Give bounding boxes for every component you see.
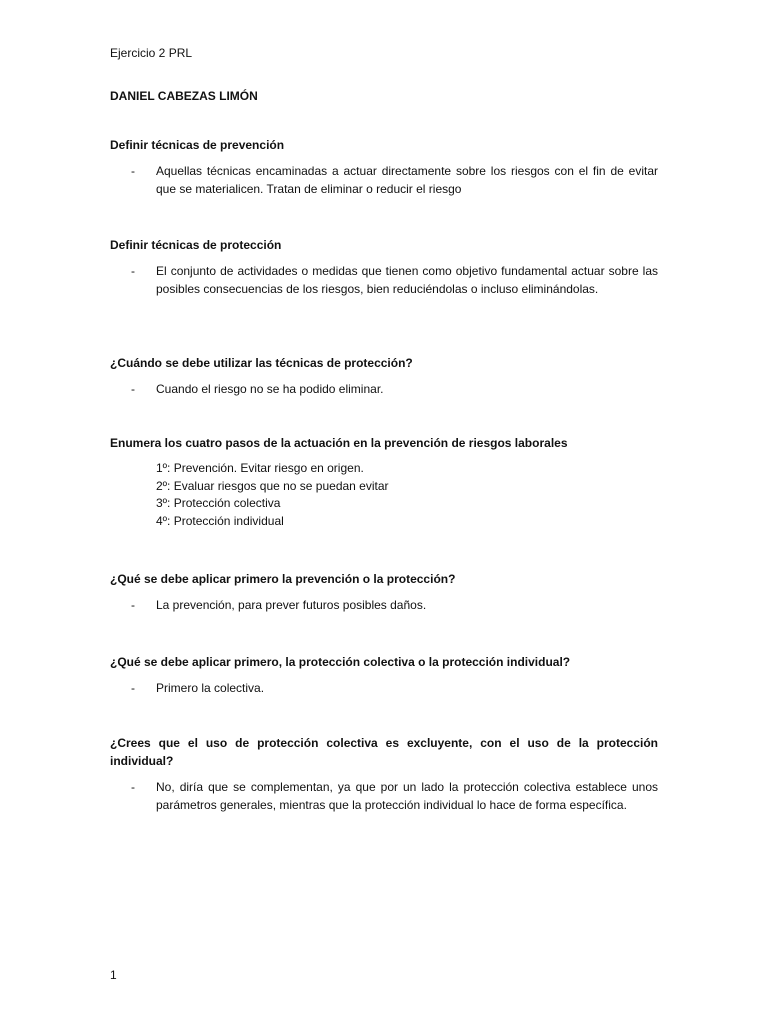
section-four-steps	[110, 434, 658, 530]
answer-item	[110, 596, 658, 614]
answer-text: Aquellas técnicas encaminadas a actuar directamente sobre los riesgos con el fin de evitar que se materialicen. Tratan de eliminar o reducir el riesgo	[156, 164, 658, 196]
author-name: DANIEL CABEZAS LIMÓN	[110, 89, 258, 103]
document-title: Ejercicio 2 PRL	[110, 46, 193, 60]
answer-text: No, diría que se complementan, ya que por un lado la protección colectiva establece unos parámetros generales, mientras que la protección individual lo hace de forma específica.	[156, 780, 658, 812]
bullet-dash: -	[131, 598, 135, 612]
bullet-dash: -	[131, 681, 135, 695]
answer-text: El conjunto de actividades o medidas que tienen como objetivo fundamental actuar sobre las posibles consecuencias de los riesgos, bien reduciéndolas o incluso eliminándolas.	[156, 264, 658, 296]
question-heading: ¿Qué se debe aplicar primero, la protección colectiva o la protección individual?	[110, 655, 571, 669]
bullet-dash: -	[131, 164, 135, 178]
question-heading: Definir técnicas de prevención	[110, 138, 285, 152]
bullet-dash: -	[131, 780, 135, 794]
step-item: 3º: Protección colectiva	[156, 496, 281, 510]
answer-item	[110, 679, 658, 697]
question-heading: ¿Qué se debe aplicar primero la prevención o la protección?	[110, 572, 456, 586]
answer-text: La prevención, para prever futuros posibles daños.	[156, 598, 427, 612]
section-prevention-definition	[110, 136, 658, 198]
section-prevention-or-protection	[110, 570, 658, 614]
answer-text: Cuando el riesgo no se ha podido eliminar.	[156, 382, 384, 396]
section-exclusive-protection	[110, 734, 658, 814]
steps-list	[156, 460, 658, 530]
section-protection-definition	[110, 236, 658, 298]
question-heading: Enumera los cuatro pasos de la actuación en la prevención de riesgos laborales	[110, 436, 568, 450]
answer-item	[110, 778, 658, 814]
question-heading: Definir técnicas de protección	[110, 238, 282, 252]
section-collective-or-individual	[110, 653, 658, 697]
answer-item	[110, 162, 658, 198]
answer-text: Primero la colectiva.	[156, 681, 265, 695]
question-heading: ¿Cuándo se debe utilizar las técnicas de protección?	[110, 356, 413, 370]
bullet-dash: -	[131, 264, 135, 278]
answer-item	[110, 380, 658, 398]
bullet-dash: -	[131, 382, 135, 396]
step-item: 4º: Protección individual	[156, 513, 284, 528]
page-number: 1	[110, 968, 117, 982]
question-heading: ¿Crees que el uso de protección colectiva es excluyente, con el uso de la protección individual?	[110, 736, 658, 768]
step-item: 2º: Evaluar riesgos que no se puedan evitar	[156, 478, 389, 493]
answer-item	[110, 262, 658, 298]
section-when-protection	[110, 354, 658, 398]
step-item: 1º: Prevención. Evitar riesgo en origen.	[156, 461, 364, 475]
